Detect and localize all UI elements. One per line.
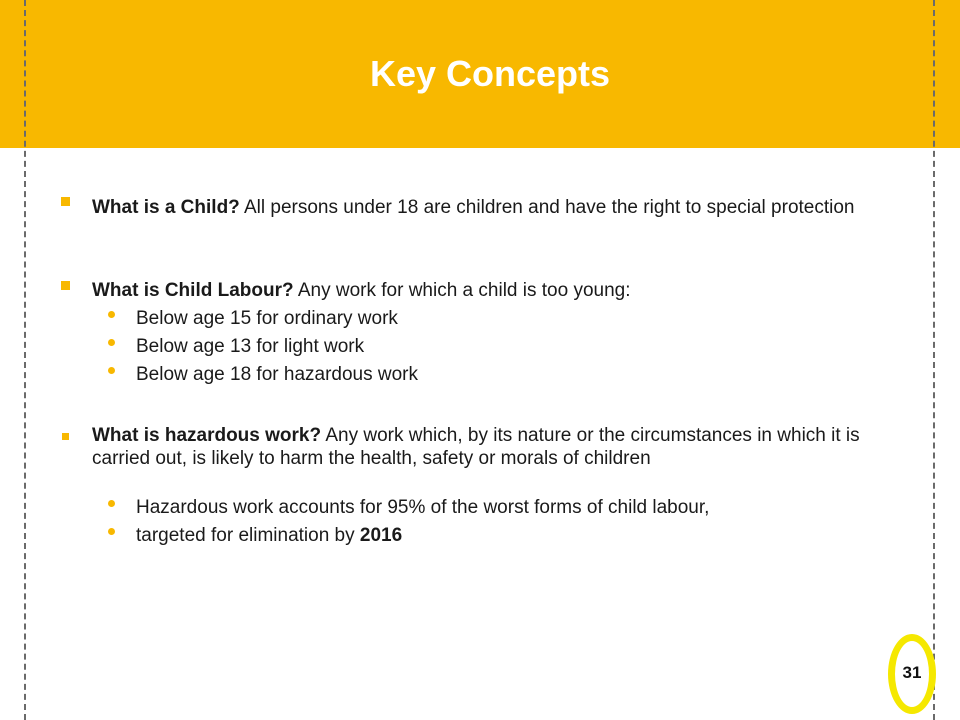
item-heading: What is a Child? xyxy=(92,197,240,218)
square-bullet-icon xyxy=(62,433,69,440)
bullet-item-child xyxy=(92,196,912,219)
sub-item: Below age 13 for light work xyxy=(136,336,365,357)
page-number: 31 xyxy=(902,663,922,682)
sub-item: Below age 18 for hazardous work xyxy=(136,364,418,385)
target-year: 2016 xyxy=(359,525,403,546)
round-bullet-icon xyxy=(108,500,115,507)
item-text: Any work for which a child is too young: xyxy=(293,280,631,301)
round-bullet-icon xyxy=(108,367,115,374)
bullet-item-hazardous-work xyxy=(92,424,912,470)
round-bullet-icon xyxy=(108,339,115,346)
round-bullet-icon xyxy=(108,528,115,535)
slide-title: Key Concepts xyxy=(369,53,611,94)
square-bullet-icon xyxy=(61,197,70,206)
round-bullet-icon xyxy=(108,311,115,318)
bullet-item-child-labour xyxy=(92,279,912,302)
sub-item-target xyxy=(136,524,906,547)
item-text: Any work which, by its nature or the circumstances in which it is carried out, is likely to harm the health, safety or morals of children xyxy=(92,425,860,469)
sub-item: Below age 15 for ordinary work xyxy=(136,308,398,329)
square-bullet-icon xyxy=(61,281,70,290)
sub-item-text: targeted for elimination by xyxy=(136,525,360,546)
item-heading: What is Child Labour? xyxy=(92,280,294,301)
item-heading: What is hazardous work? xyxy=(92,425,322,446)
item-text: All persons under 18 are children and have the right to special protection xyxy=(239,197,855,218)
sub-item: Hazardous work accounts for 95% of the worst forms of child labour, xyxy=(136,497,710,518)
